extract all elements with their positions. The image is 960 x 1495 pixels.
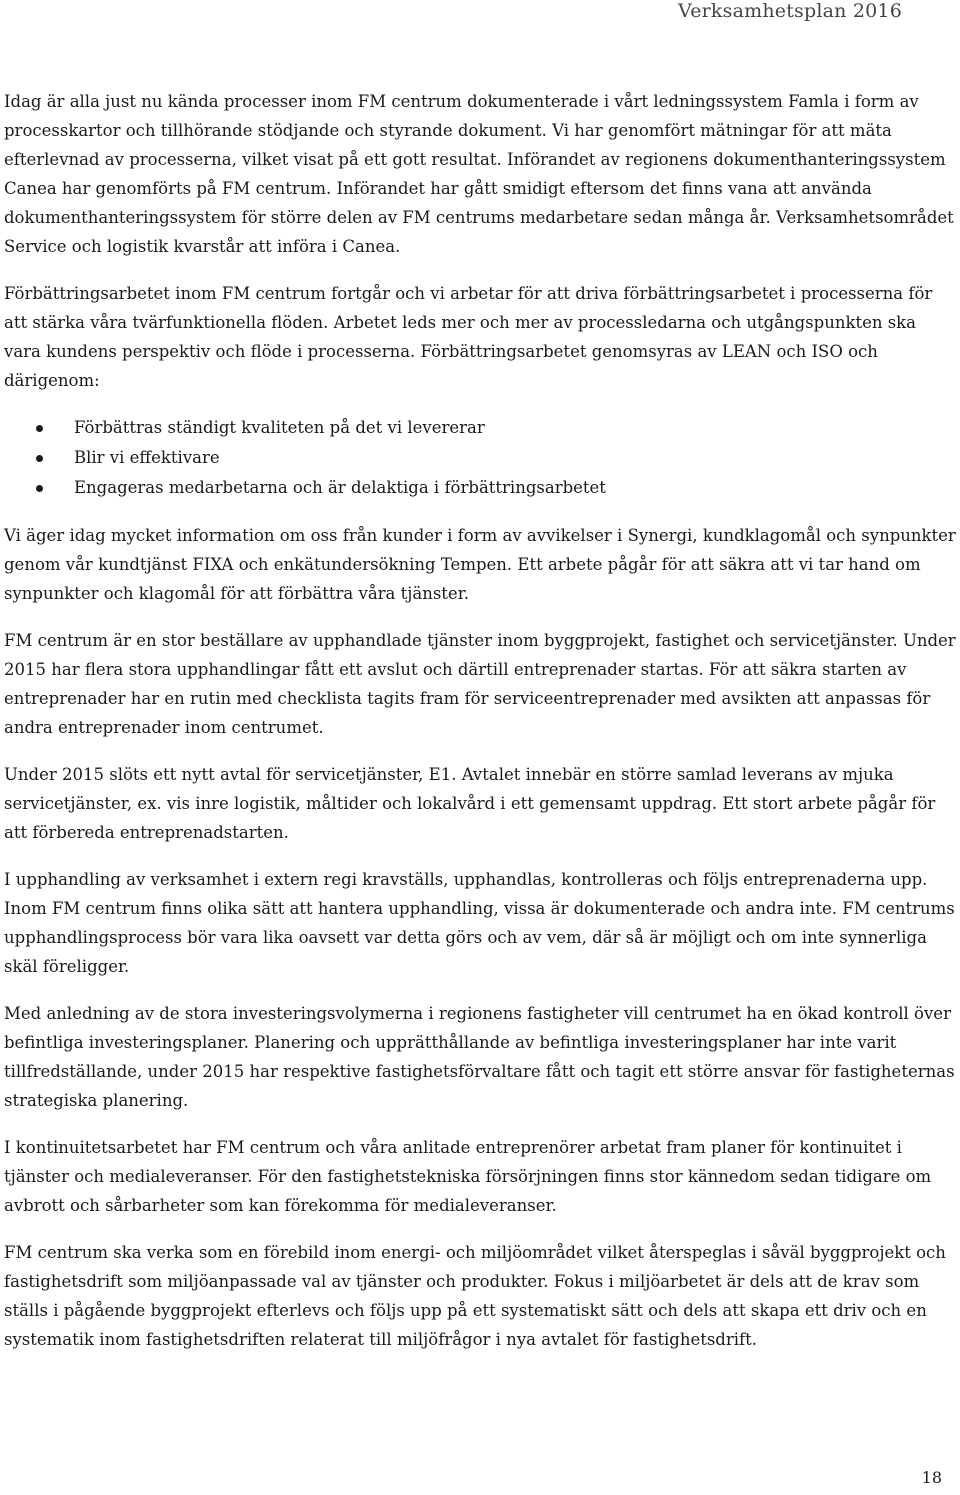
page-header-title: Verksamhetsplan 2016 (678, 0, 902, 22)
bullet-icon (36, 455, 43, 462)
paragraph-customer-info: Vi äger idag mycket information om oss från kunder i form av avvikelser i Synergi, kundklagomål och synpunkter genom vår kundtjänst FIXA och enkätundersökning Tempen. Ett arbete pågår för att säkra att vi tar hand om synpunkter och klagomål för att förbättra våra tjänster. (4, 526, 956, 603)
page-number: 18 (921, 1468, 942, 1487)
paragraph-service-agreement: Under 2015 slöts ett nytt avtal för servicetjänster, E1. Avtalet innebär en större samlad leverans av mjuka servicetjänster, ex. vis inre logistik, måltider och lokalvård i ett gemensamt uppdrag. Ett stort arbete pågår för att förbereda entreprenadstarten. (4, 765, 936, 842)
paragraph-processes: Idag är alla just nu kända processer inom FM centrum dokumenterade i vårt ledningssystem Famla i form av processkartor och tillhörande stödjande och styrande dokument. Vi har genomfört mätningar för att mäta efterlevnad av processerna, vilket visat på ett gott resultat. Införandet av regionens dokumenthanteringssystem Canea har genomförts på FM centrum. Införandet har gått smidigt eftersom det finns vana att använda dokumenthanteringssystem för större delen av FM centrums medarbetare sedan många år. Verksamhetsområdet Service och logistik kvarstår att införa i Canea. (4, 92, 954, 256)
bullet-list (4, 413, 956, 503)
document-body (4, 87, 956, 1372)
list-item-text: Blir vi effektivare (74, 448, 220, 467)
paragraph-investment-plans: Med anledning av de stora investeringsvolymerna i regionens fastigheter vill centrumet ha en ökad kontroll över befintliga investeringsplaner. Planering och upprätthållande av befintliga investeringsplaner har inte varit tillfredställande, under 2015 har respektive fastighetsförvaltare fått och tagit ett större ansvar för fastigheternas strategiska planering. (4, 1004, 955, 1110)
list-item (4, 473, 956, 503)
bullet-icon (36, 425, 43, 432)
list-item (4, 443, 956, 473)
paragraph-procurement-buyer: FM centrum är en stor beställare av upphandlade tjänster inom byggprojekt, fastighet och servicetjänster. Under 2015 har flera stora upphandlingar fått ett avslut och därtill entreprenader startas. För att säkra starten av entreprenader har en rutin med checklista tagits fram för serviceentreprenader med avsikten att anpassas för andra entreprenader inom centrumet. (4, 631, 956, 737)
list-item (4, 413, 956, 443)
list-item-text: Engageras medarbetarna och är delaktiga i förbättringsarbetet (74, 478, 606, 497)
bullet-icon (36, 485, 43, 492)
paragraph-improvement: Förbättringsarbetet inom FM centrum fortgår och vi arbetar för att driva förbättringsarbetet i processerna för att stärka våra tvärfunktionella flöden. Arbetet leds mer och mer av processledarna och utgångspunkten ska vara kundens perspektiv och flöde i processerna. Förbättringsarbetet genomsyras av LEAN och ISO och därigenom: (4, 284, 933, 390)
paragraph-environment: FM centrum ska verka som en förebild inom energi- och miljöområdet vilket återspeglas i såväl byggprojekt och fastighetsdrift som miljöanpassade val av tjänster och produkter. Fokus i miljöarbetet är dels att de krav som ställs i pågående byggprojekt efterlevs och följs upp på ett systematiskt sätt och dels att skapa ett driv och en systematik inom fastighetsdriften relaterat till miljöfrågor i nya avtalet för fastighetsdrift. (4, 1243, 946, 1349)
paragraph-continuity: I kontinuitetsarbetet har FM centrum och våra anlitade entreprenörer arbetat fram planer för kontinuitet i tjänster och medialeveranser. För den fastighetstekniska försörjningen finns stor kännedom sedan tidigare om avbrott och sårbarheter som kan förekomma för medialeveranser. (4, 1138, 932, 1215)
list-item-text: Förbättras ständigt kvaliteten på det vi levererar (74, 418, 485, 437)
paragraph-external-procurement: I upphandling av verksamhet i extern regi kravställs, upphandlas, kontrolleras och följs entreprenaderna upp. Inom FM centrum finns olika sätt att hantera upphandling, vissa är dokumenterade och andra inte. FM centrums upphandlingsprocess bör vara lika oavsett var detta görs och av vem, där så är möjligt och om inte synnerliga skäl föreligger. (4, 870, 955, 976)
